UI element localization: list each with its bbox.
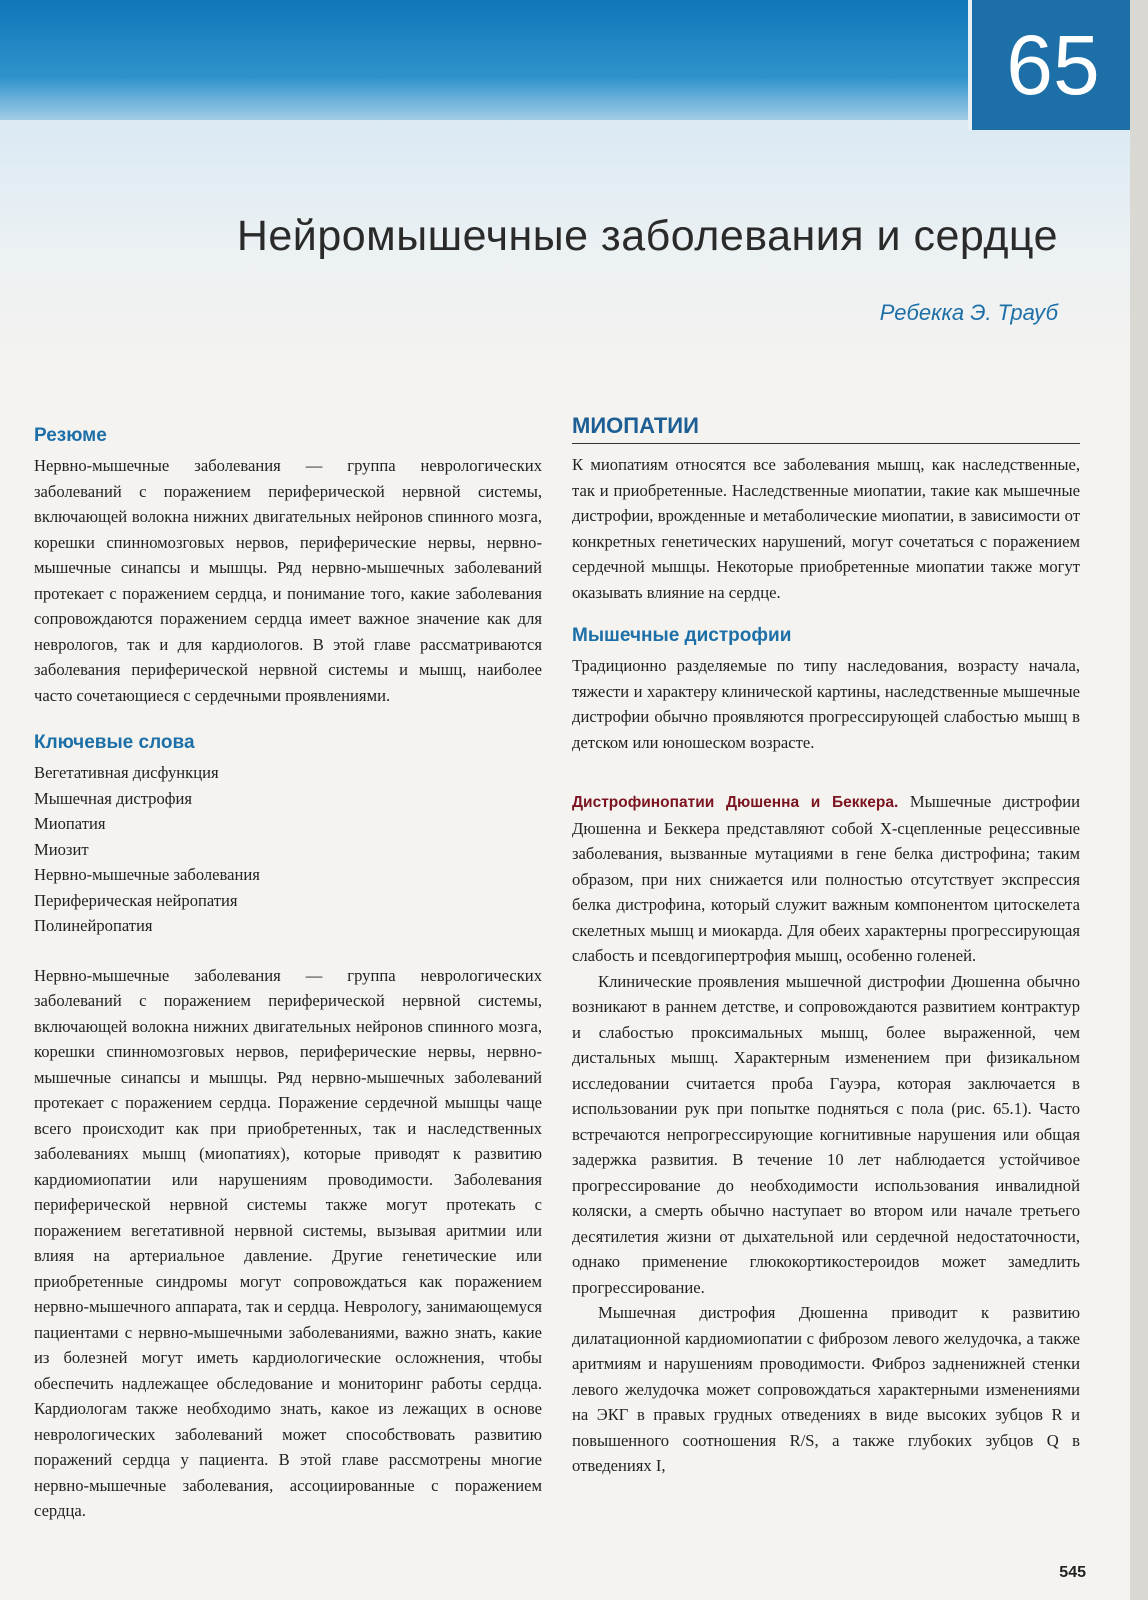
duchenne-paragraph-1 — [572, 789, 1080, 969]
keywords-list — [34, 760, 542, 939]
keyword-item: Нервно-мышечные заболевания — [34, 865, 260, 884]
right-column — [572, 413, 1080, 1479]
keyword-item: Миопатия — [34, 814, 106, 833]
keyword-item: Мышечная дистрофия — [34, 788, 193, 808]
duchenne-paragraph-3: Мышечная дистрофия Дюшенна приводит к развитию дилатационной кардиомиопатии с фиброзом левого желудочка, а также аритмиям и нарушениям проводимости. Фиброз задненижней стенки левого желудочка может сопровождаться характерными изменениями на ЭКГ в правых грудных отведениях в виде высоких зубцов R и повышенного соотношения R/S, а также глубоких зубцов Q в отведениях I, — [572, 1303, 1080, 1475]
keyword-item: Полинейропатия — [34, 916, 153, 935]
chapter-number: 65 — [968, 0, 1134, 130]
chapter-title: Нейромышечные заболевания и сердце — [236, 212, 1058, 260]
chapter-author: Ребекка Э. Трауб — [879, 300, 1058, 325]
summary-text: Нервно-мышечные заболевания — группа неврологических заболеваний с поражением периферической нервной системы, включающей волокна нижних двигательных нейронов спинного мозга, корешки спинномозговых нервов, периферические нервы, нервно-мышечные синапсы и мышцы. Ряд нервно-мышечных заболеваний протекает с поражением сердца, и понимание того, какие заболевания сопровождаются поражением сердца имеет важное значение как для неврологов, так и для кардиологов. В этой главе рассматриваются заболевания периферической нервной системы и мышц, наиболее часто сочетающиеся с сердечными проявлениями. — [34, 456, 542, 705]
intro-text: Нервно-мышечные заболевания — группа неврологических заболеваний с поражением периферической нервной системы, включающей волокна нижних двигательных нейронов спинного мозга, корешки спинномозговых нервов, периферические нервы, нервно-мышечные синапсы и мышцы. Ряд нервно-мышечных заболеваний протекает с поражением сердца. Поражение сердечной мышцы чаще всего происходит как при приобретенных, так и наследственных заболеваниях мышц (миопатиях), которые приводят к развитию кардиомиопатии или нарушениям проводимости. Заболевания периферической нервной системы также могут протекать с поражением вегетативной нервной системы, вызывая аритмии или влияя на артериальное давление. Другие генетические или приобретенные синдромы могут сопровождаться как поражением нервно-мышечного аппарата, так и сердца. Неврологу, занимающемуся пациентами с нервно-мышечными заболеваниями, важно знать, какие из болезней могут иметь кардиологические осложнения, чтобы обеспечить надлежащее обследование и мониторинг работы сердца. Кардиологам также необходимо знать, какое из лежащих в основе неврологических заболеваний может способствовать развитию поражений сердца у пациента. В этой главе рассмотрены многие нервно-мышечные заболевания, ассоциированные с поражением сердца. — [34, 965, 542, 1520]
keywords-heading: Ключевые слова — [34, 732, 195, 753]
dystrophies-heading: Мышечные дистрофии — [572, 625, 792, 646]
myopathies-heading: МИОПАТИИ — [572, 413, 1080, 444]
duchenne-text-1: Мышечные дистрофии Дюшенна и Беккера представляют собой Х-сцепленные рецессивные заболевания, вызванные мутациями в гене белка дистрофина; таким образом, при них снижается или полностью отсутствует экспрессия белка дистрофина, который служит важным компонентом цитоскелета скелетных мышц и миокарда. Для обеих характерны прогрессирующая слабость и псевдогипертрофия мышц, особенно голеней. — [572, 792, 1080, 965]
keyword-item: Периферическая нейропатия — [34, 890, 238, 910]
myopathies-text: К миопатиям относятся все заболевания мышц, как наследственные, так и приобретенные. Наследственные миопатии, такие как мышечные дистрофии, врожденные и метаболические миопатии, в зависимости от конкретных генетических нарушений, могут сочетаться с поражением сердечной мышцы. Некоторые приобретенные миопатии также могут оказывать влияние на сердце. — [572, 455, 1080, 602]
keyword-item: Вегетативная дисфункция — [34, 763, 219, 782]
dystrophies-text: Традиционно разделяемые по типу наследования, возрасту начала, тяжести и характеру клинической картины, наследственные мышечные дистрофии обычно проявляются прогрессирующей слабостью мышц в детском или юношеском возрасте. — [572, 656, 1080, 752]
duchenne-paragraph-2: Клинические проявления мышечной дистрофии Дюшенна обычно возникают в раннем детстве, и сопровождаются развитием контрактур и слабостью проксимальных мышц, более выраженной, чем дистальных мышц. Характерным изменением при физикальном исследовании считается проба Гауэра, которая заключается в использовании рук при попытке подняться с пола (рис. 65.1). Часто встречаются непрогрессирующие когнитивные нарушения или общая задержка развития. В течение 10 лет наблюдается устойчивое прогрессирование до необходимости использования инвалидной коляски, а смерть обычно наступает во втором или начале третьего десятилетия жизни от дыхательной или сердечной недостаточности, однако применение глюкокортикостероидов может замедлить прогрессирование. — [572, 971, 1080, 1297]
keyword-item: Миозит — [34, 839, 89, 859]
duchenne-runin-heading: Дистрофинопатии Дюшенна и Беккера. — [572, 794, 899, 811]
summary-heading: Резюме — [34, 425, 107, 446]
page-edge — [1130, 0, 1148, 1600]
page-number: 545 — [1059, 1564, 1086, 1581]
left-column — [34, 425, 542, 1524]
